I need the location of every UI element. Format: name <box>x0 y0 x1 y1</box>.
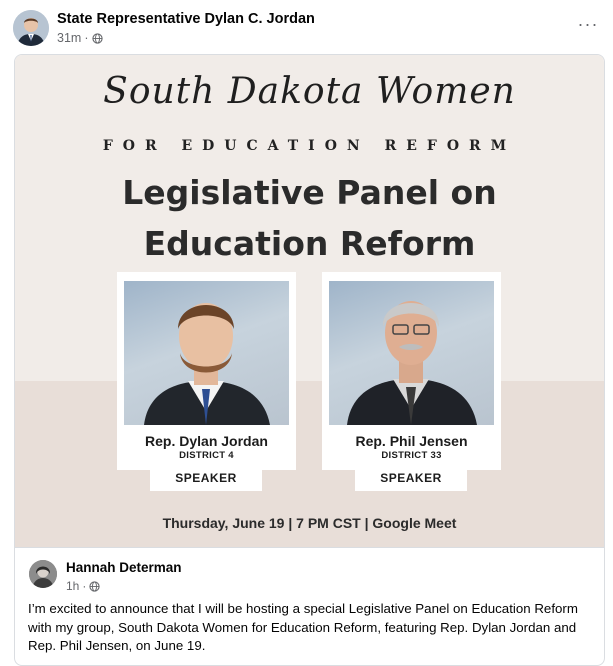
globe-icon[interactable] <box>92 33 103 44</box>
globe-icon[interactable] <box>89 581 100 592</box>
more-options-icon: ··· <box>577 14 599 34</box>
speaker-photo-jensen <box>329 281 494 425</box>
speaker-role-jordan: SPEAKER <box>150 465 262 491</box>
shared-meta-separator: · <box>82 579 87 593</box>
flyer-headline-line2: Education Reform <box>143 224 476 263</box>
flyer-script-title: South Dakota Women <box>103 71 516 112</box>
author-avatar-image <box>13 10 49 46</box>
flyer-headline <box>15 167 604 269</box>
flyer-subtitle: FOR EDUCATION REFORM <box>102 138 517 154</box>
speaker-role-jensen: SPEAKER <box>355 465 467 491</box>
shared-author-name[interactable]: Hannah Determan <box>66 560 182 575</box>
post-meta <box>57 31 103 45</box>
post-header <box>0 0 613 56</box>
event-flyer-image[interactable] <box>15 55 604 548</box>
speaker-card-jordan <box>117 272 296 470</box>
shared-author-avatar-image <box>29 560 57 588</box>
shared-post-text: I’m excited to announce that I will be hosting a special Legislative Panel on Education Reform with my group, South Dakota Women for Education Reform, featuring Rep. Dylan Jordan and Rep. Phil Jensen, on June 19. <box>28 601 578 653</box>
shared-author-avatar[interactable] <box>29 560 57 588</box>
author-avatar[interactable] <box>13 10 49 46</box>
shared-post-meta <box>66 579 100 593</box>
speaker-district-jensen: DISTRICT 33 <box>381 450 442 461</box>
event-details: Thursday, June 19 | 7 PM CST | Google Meet <box>162 515 457 531</box>
shared-post-timestamp[interactable]: 1h <box>66 579 80 593</box>
speaker-district-jordan: DISTRICT 4 <box>179 450 234 461</box>
speaker-name-jordan: Rep. Dylan Jordan <box>145 433 268 449</box>
speaker-photo-jordan <box>124 281 289 425</box>
speaker-name-jensen: Rep. Phil Jensen <box>355 433 468 449</box>
shared-post-card[interactable] <box>14 54 605 666</box>
shared-post-body <box>15 548 604 666</box>
author-name[interactable]: State Representative Dylan C. Jordan <box>57 11 315 27</box>
flyer-headline-line1: Legislative Panel on <box>122 173 497 212</box>
post-timestamp[interactable]: 31m <box>57 31 82 45</box>
portrait-jensen <box>329 281 494 425</box>
portrait-jordan <box>124 281 289 425</box>
meta-separator: · <box>84 31 89 45</box>
speaker-card-jensen <box>322 272 501 470</box>
more-options-button[interactable] <box>574 14 602 38</box>
